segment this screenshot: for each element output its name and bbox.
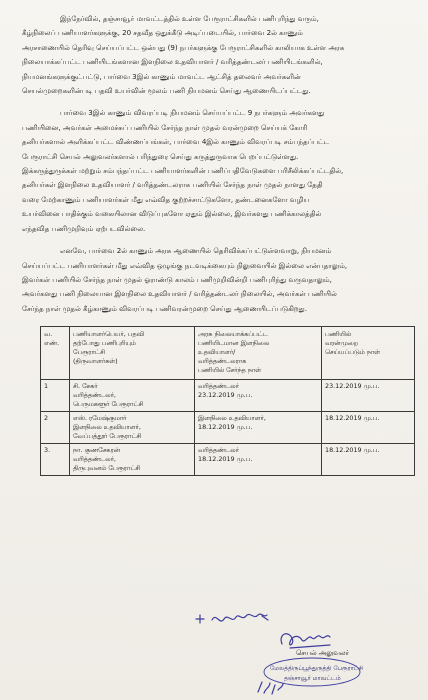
cell-text: 18.12.2019 மு.ப. xyxy=(198,423,253,432)
cell-text: வரித்தண்டலர் xyxy=(198,446,239,455)
cell-text: வேப்பத்தூர் பேரூராட்சி xyxy=(73,432,142,441)
cell-regularized: 18.12.2019 மு.ப. xyxy=(322,444,415,476)
text-line: தனியர்கள் இளநிலை உதவியாளர் / வரித்தண்டலராக பணியில் சேர்ந்த நாள் முதல் நாளது தேதி xyxy=(22,180,323,190)
cell-text: வரித்தண்டலர், xyxy=(73,391,116,400)
header-text: பணியாளர்பெயர், பதவி xyxy=(73,330,144,339)
cell-regularized: 18.12.2019 மு.ப. xyxy=(322,412,415,444)
header-text: வரித்தண்டலராக xyxy=(198,357,247,366)
cell-text: 18.12.2019 மு.ப. xyxy=(198,455,253,464)
header-text: (திருவாளர்கள்) xyxy=(73,357,118,366)
text-line: பேரூராட்சி செயல் அலுவலர்களால் பரிந்துரை செய்து கருத்துருவாக பெறப்பட்டுள்ளது. xyxy=(22,151,299,161)
cell-text: இளநிலை உதவியாளர், xyxy=(73,423,141,432)
header-text: பணியில் xyxy=(325,330,352,339)
text-line: இவர்கள் பணியில் சேர்ந்த நாள் முதல் ஓராண்டு காலம் பணிமுறிவின்றி பணிபுரிந்து வருவதாலும், xyxy=(22,274,332,284)
text-line: செய்யப்பட்ட பணியாளர்கள் மீது எவ்வித ஒழுங்கு நடவடிக்கையும் நிலுவையில் இல்லை என்பதாலும், xyxy=(22,260,348,270)
text-line: எந்தவித பணிமுறிவும் ஏற்படவில்லை. xyxy=(22,223,146,233)
signature-mark xyxy=(281,634,330,648)
header-text: எண். xyxy=(44,339,60,348)
header-text: உதவியாளர்/ xyxy=(198,348,236,357)
text-line: எனவே, பார்வை 2ல் காணும் அரசு ஆணையில் தெரிவிக்கப்பட்டுள்ளவாறு, நியமனம் xyxy=(60,246,332,256)
text-line: நியமனங்களுக்குட்பட்டு, பார்வை 3இல் காணும் மாவட்ட ஆட்சித் தலைவர் அவர்களின் xyxy=(22,71,301,81)
cell-serial: 1 xyxy=(41,380,70,412)
text-line: உயர்வினை பாதிக்கும் வகையிலான விடுப்புகளோ ஏதும் இல்லை, இவர்களது பணிக்காலத்தில் xyxy=(22,209,322,219)
header-text: பணியிடமான இளநிலை xyxy=(198,339,270,348)
cell-text: 23.12.2019 மு.ப. xyxy=(198,391,253,400)
text-line: அரசாணையில் தெரிவு செய்யப்பட்ட ஒன்பது (9) நபர்களுக்கு பேரூராட்சிகளில் காலியாக உள்ள அரசு xyxy=(22,42,345,52)
signatory-title: செயல் அலுவலர் xyxy=(296,649,349,657)
cell-text: சி. சேகர் xyxy=(73,382,98,391)
cell-text: எஸ். ரமேஷ்குமார் xyxy=(73,414,127,423)
cell-text: வரித்தண்டலர் xyxy=(198,382,239,391)
header-text: செய்யப்படும் நாள் xyxy=(325,348,381,357)
handwritten-note xyxy=(196,614,268,623)
cell-text: திருபுவனம் பேரூராட்சி xyxy=(73,464,141,473)
text-line: இக்கருத்துருக்கள் மற்றும் சம்பந்தப்பட்ட பணியாளர்களின் பணிப்பதிவேடுகளை பரிசீலிக்கப்பட்டதில், xyxy=(22,166,344,176)
cell-text: பெருமகளூர் பேரூராட்சி xyxy=(73,400,144,409)
cell-text: நா. குணசேகரன் xyxy=(73,446,120,455)
text-line: தனியர்களால் அளிக்கப்பட்ட விண்ணப்பங்கள், பார்வை 4இல் காணும் விவரப்படி சம்பந்தப்பட்ட xyxy=(22,137,330,147)
seal-office-name: மேலத்திருப்பூந்துருத்தி பேரூராட்சி xyxy=(270,665,364,672)
text-line: பணியினை, அவர்கள் அமைச்சுப் பணியில் சேர்ந்த நாள் முதல் வரன்முறை செய்யக் கோரி xyxy=(22,122,308,132)
cell-regularized: 23.12.2019 மு.ப. xyxy=(322,380,415,412)
header-text: வ. xyxy=(44,330,53,339)
text-line: செயல்முறைகளின்படி பதவி உயர்வின் மூலம் பணி நியமனம் செய்து ஆணையிடப்பட்டது. xyxy=(22,86,311,96)
handwritten-date-scribble xyxy=(258,682,283,694)
text-line: பார்வை 3இல் காணும் விவரப்படி நியமனம் செய்யப்பட்ட 9 நபர்களும் அவர்களது xyxy=(60,108,325,118)
cell-text: இளநிலை உதவியாளர், xyxy=(198,414,266,423)
text-line: இந்நேர்வில், தஞ்சாவூர் மாவட்டத்தில் உள்ள பேரூராட்சிகளில் பணிபுரிந்து வரும், xyxy=(60,14,319,23)
header-text: வரன்முறை xyxy=(325,339,359,348)
text-line: அவர்களது பணி நிலையான இளநிலை உதவியாளர் / வரித்தண்டலர் நிலையில், அவர்கள் பணியில் xyxy=(22,289,337,299)
text-line: வரை மேற்காணும் பணியாளர்கள் மீது எவ்வித குற்றச்சாட்டுகளோ, தண்டனைகளோ வழிய xyxy=(22,194,310,204)
seal-district: தஞ்சாவூர் மாவட்டம் xyxy=(284,675,341,682)
header-text: பணியில் சேர்ந்த நாள் xyxy=(198,366,262,375)
cell-serial: 2 xyxy=(41,412,70,444)
text-line: கீழ்நிலைப் பணியாளர்களுக்கு, 20 சதவீத ஒதுக்கீடு அடிப்படையில், பார்வை 2ல் காணும் xyxy=(22,28,303,38)
header-text: பேரூராட்சி xyxy=(73,348,106,357)
cell-text: வரித்தண்டலர், xyxy=(73,455,116,464)
header-text: அரசு நிலையாக்கப்பட்ட xyxy=(198,330,268,339)
text-line: சேர்ந்த நாள் முதல் கீழ்காணும் விவரப்படி பணிவரன்முறை செய்து ஆணையிடப்படுகிறது. xyxy=(22,303,307,313)
text-line: நிலையாக்கப்பட்ட பணியிடங்களான இளநிலை உதவியாளர் / வரித்தண்டலர் பணியிடங்களில், xyxy=(22,57,323,67)
header-text: தற்போது பணிபுரியும் xyxy=(73,339,136,348)
cell-serial: 3. xyxy=(41,444,70,476)
